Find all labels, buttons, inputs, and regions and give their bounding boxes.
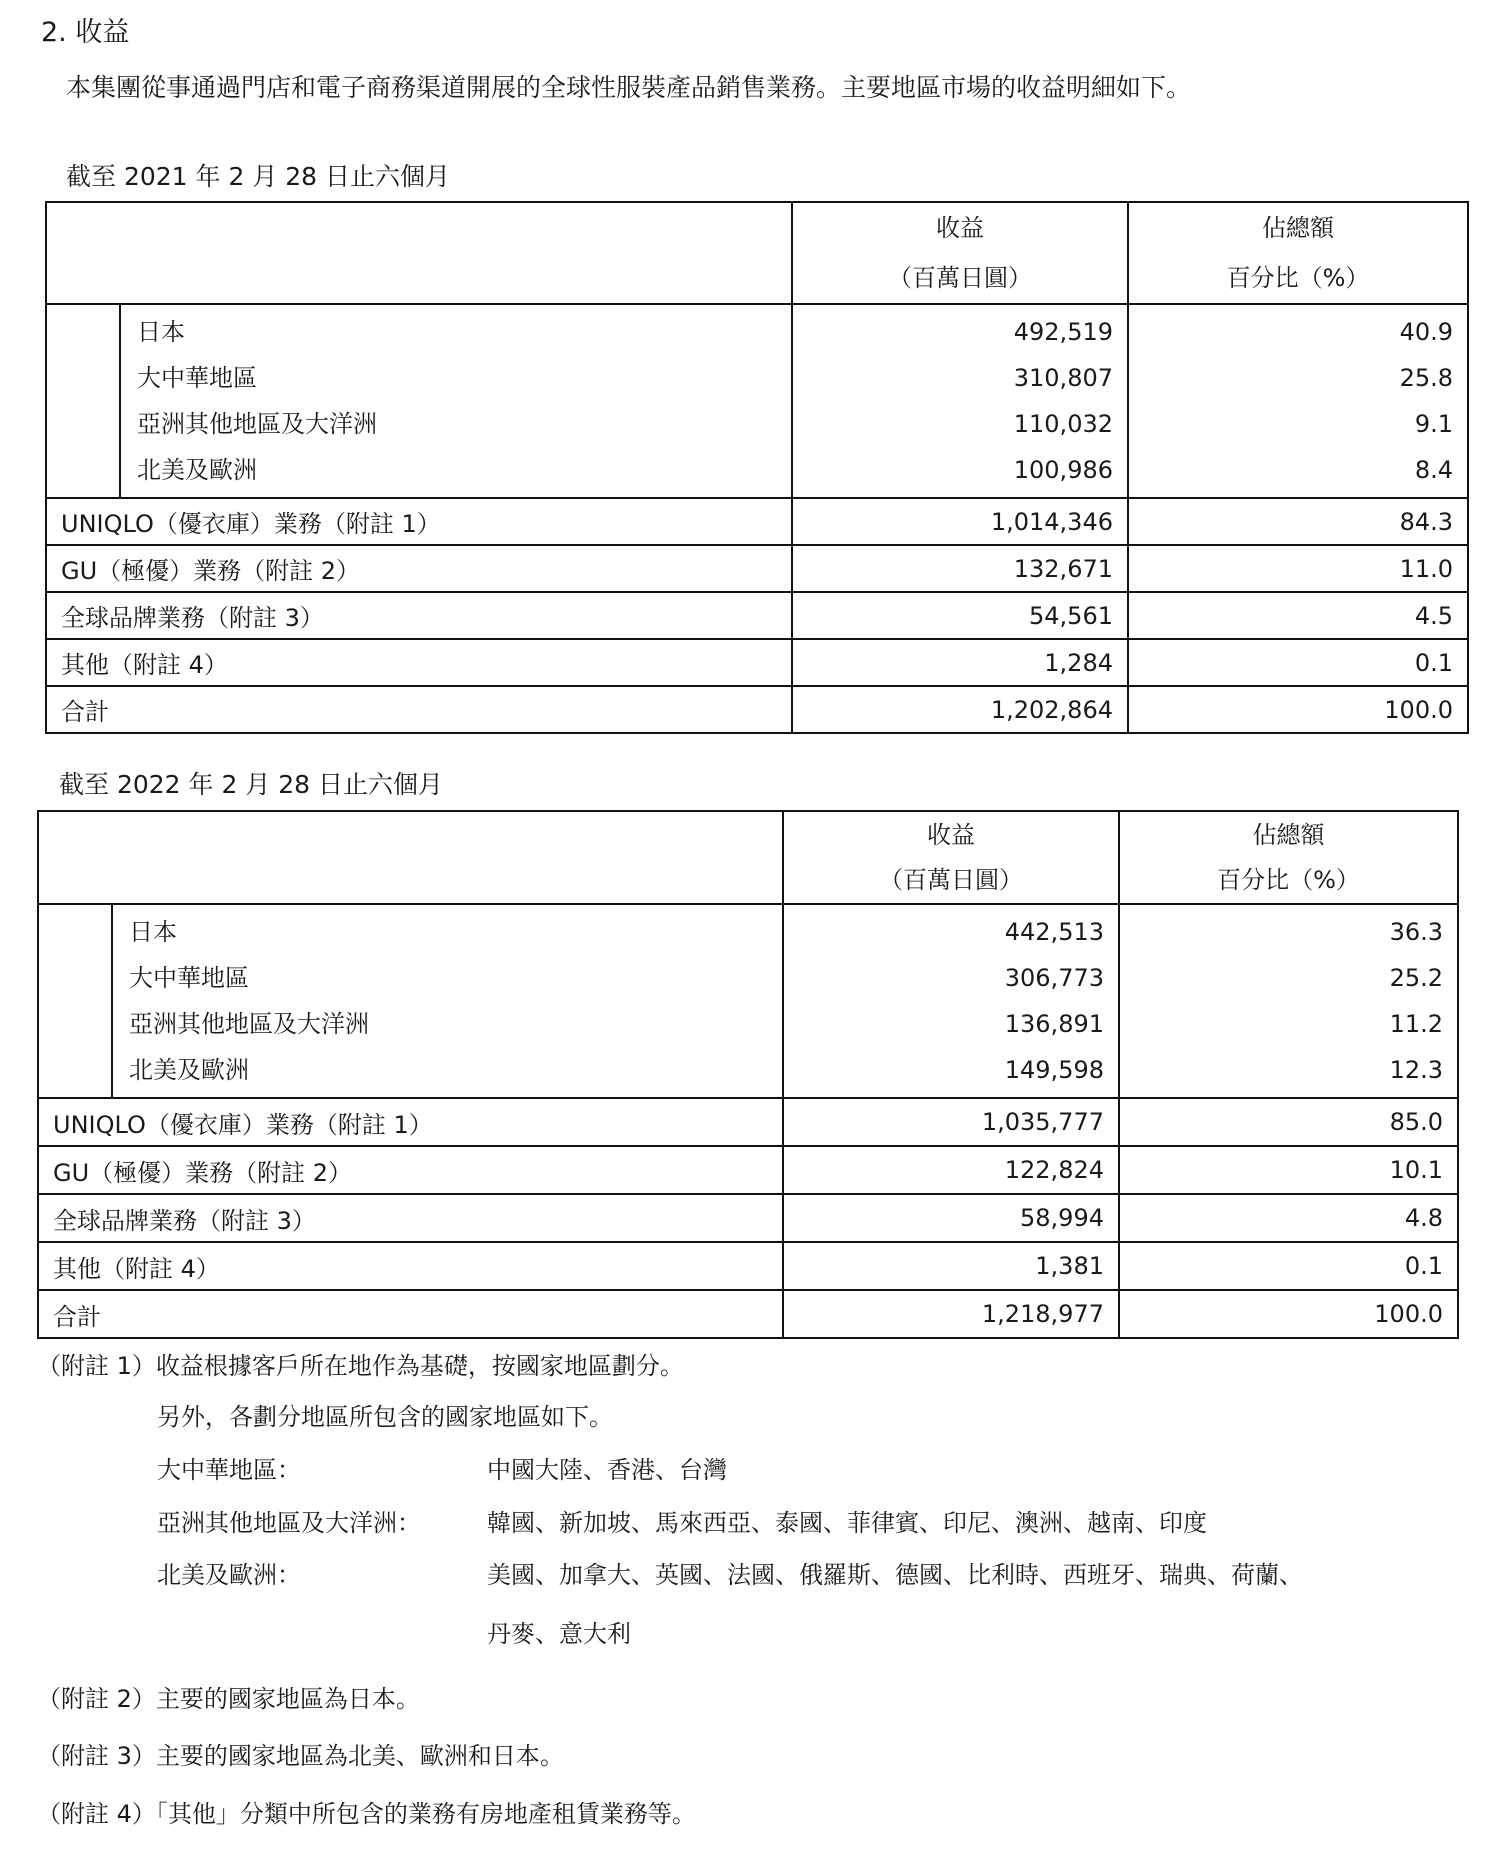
region-def-countries: 美國、加拿大、英國、法國、俄羅斯、德國、比利時、西班牙、瑞典、荷蘭、 [487,1561,1303,1589]
region-revenue: 306,773 [1004,964,1104,992]
header-percentage: 佔總額 百分比（%） [1128,202,1468,304]
region-pct: 9.1 [1414,410,1453,438]
table-row: 全球品牌業務（附註 3） 58,994 4.8 [38,1194,1458,1242]
intro-paragraph: 本集團從事通過門店和電子商務渠道開展的全球性服裝產品銷售業務。主要地區市場的收益明細如下。 [66,73,1192,102]
note-2-text: 主要的國家地區為日本。 [155,1685,420,1713]
region-pct: 11.2 [1389,1010,1443,1038]
note-3 [37,1736,564,1771]
note-4-tag: （附註 4） [37,1800,156,1828]
region-label: 大中華地區 [129,964,249,992]
table-row: 其他（附註 4） 1,284 0.1 [46,639,1468,686]
region-revenue: 110,032 [1013,410,1113,438]
total-row: 合計 1,218,977 100.0 [38,1290,1458,1338]
header-percentage: 佔總額 百分比（%） [1119,811,1458,904]
region-def-countries: 中國大陸、香港、台灣 [487,1456,727,1484]
table-row: GU（極優）業務（附註 2） 122,824 10.1 [38,1146,1458,1194]
region-revenue: 149,598 [1004,1056,1104,1084]
region-labels [120,304,792,498]
section-heading: 2. 收益 [41,17,130,48]
region-label: 北美及歐洲 [129,1056,249,1084]
region-revenue: 442,513 [1004,918,1104,946]
header-revenue: 收益 （百萬日圓） [783,811,1119,904]
region-revenues [783,904,1119,1098]
revenue-table-2021 [45,201,1469,734]
indent-cell [38,904,112,1098]
note-1-tag: （附註 1） [37,1352,156,1380]
total-row: 合計 1,202,864 100.0 [46,686,1468,733]
region-label: 亞洲其他地區及大洋洲 [137,410,377,438]
note-1 [37,1346,684,1381]
table-row: UNIQLO（優衣庫）業務（附註 1） 1,035,777 85.0 [38,1098,1458,1146]
region-pct: 36.3 [1389,918,1443,946]
table-row: 其他（附註 4） 1,381 0.1 [38,1242,1458,1290]
region-labels [112,904,783,1098]
region-pct: 8.4 [1414,456,1453,484]
table-1-caption: 截至 2021 年 2 月 28 日止六個月 [66,162,451,191]
region-label: 大中華地區 [137,364,257,392]
region-revenue: 310,807 [1013,364,1113,392]
region-label: 亞洲其他地區及大洋洲 [129,1010,369,1038]
note-3-text: 主要的國家地區為北美、歐洲和日本。 [155,1742,564,1770]
table-row: GU（極優）業務（附註 2） 132,671 11.0 [46,545,1468,592]
region-breakdown-row [38,904,1458,1098]
region-percentages [1119,904,1458,1098]
note-1-sub: 另外，各劃分地區所包含的國家地區如下。 [157,1403,613,1431]
table-header-row [38,811,1458,904]
region-pct: 40.9 [1399,318,1453,346]
header-revenue: 收益 （百萬日圓） [792,202,1128,304]
region-def-countries: 韓國、新加坡、馬來西亞、泰國、菲律賓、印尼、澳洲、越南、印度 [487,1509,1207,1537]
region-def-countries-cont: 丹麥、意大利 [487,1620,631,1648]
table-header-row [46,202,1468,304]
region-percentages [1128,304,1468,498]
region-pct: 12.3 [1389,1056,1443,1084]
note-4 [37,1794,696,1829]
region-label: 北美及歐洲 [137,456,257,484]
region-revenue: 136,891 [1004,1010,1104,1038]
region-label: 日本 [137,318,185,346]
note-2 [37,1679,420,1714]
header-empty-cell [46,202,792,304]
region-def-name: 北美及歐洲： [157,1561,301,1589]
region-breakdown-row [46,304,1468,498]
revenue-table-2022 [37,810,1459,1339]
table-row: 全球品牌業務（附註 3） 54,561 4.5 [46,592,1468,639]
region-revenue: 100,986 [1013,456,1113,484]
region-label: 日本 [129,918,177,946]
table-row: UNIQLO（優衣庫）業務（附註 1） 1,014,346 84.3 [46,498,1468,545]
note-2-tag: （附註 2） [37,1685,156,1713]
region-revenues [792,304,1128,498]
region-pct: 25.2 [1389,964,1443,992]
note-4-text: 「其他」分類中所包含的業務有房地產租賃業務等。 [155,1800,696,1828]
note-3-tag: （附註 3） [37,1742,156,1770]
region-revenue: 492,519 [1013,318,1113,346]
table-2-caption: 截至 2022 年 2 月 28 日止六個月 [59,770,444,799]
indent-cell [46,304,120,498]
note-1-text: 收益根據客戶所在地作為基礎，按國家地區劃分。 [155,1352,684,1380]
region-def-name: 大中華地區： [157,1456,301,1484]
region-pct: 25.8 [1399,364,1453,392]
region-def-name: 亞洲其他地區及大洋洲： [157,1509,421,1537]
header-empty-cell [38,811,783,904]
